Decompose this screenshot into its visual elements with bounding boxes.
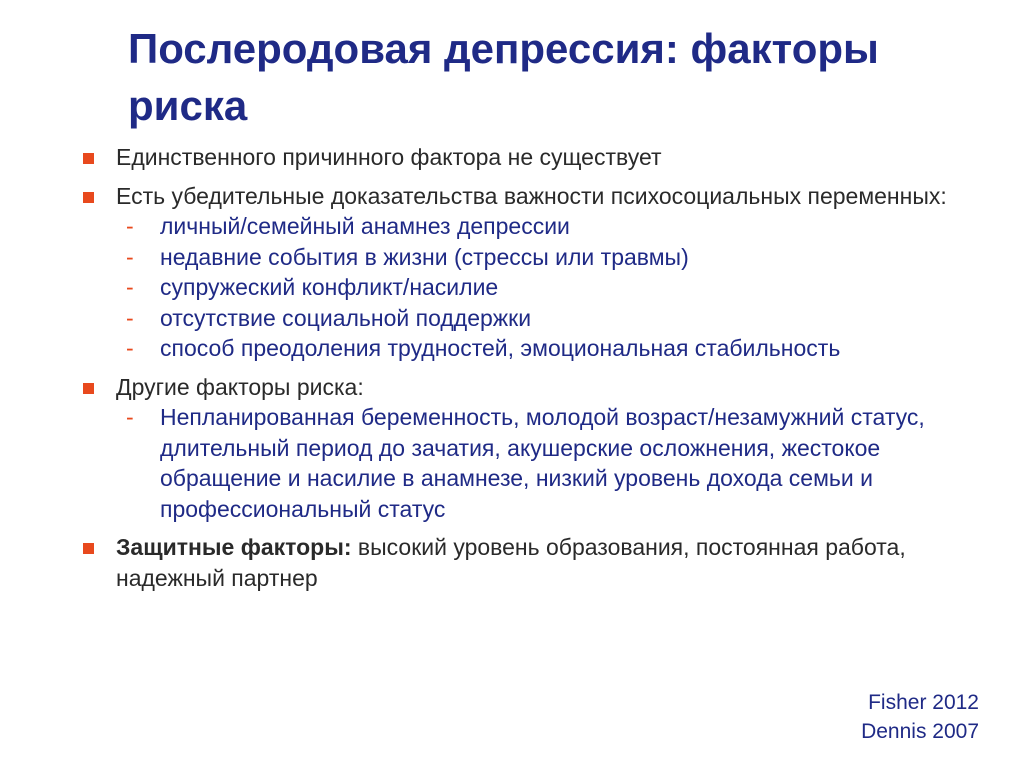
sub-list-item xyxy=(116,303,960,334)
references xyxy=(861,688,979,746)
sub-item-text: отсутствие социальной поддержки xyxy=(160,304,532,331)
sub-list-item xyxy=(116,402,960,524)
sub-item-text: Непланированная беременность, молодой возраст/незамужний статус, длительный период до зачатия, акушерские осложнения, жестокое обращение и насилие в анамнезе, низкий уровень дохода семьи и профессиональный статус xyxy=(160,404,925,522)
reference-item: Fisher 2012 xyxy=(868,691,979,714)
sub-list-item xyxy=(116,272,960,303)
square-bullet-icon xyxy=(83,383,94,394)
sub-item-text: супружеский конфликт/насилие xyxy=(160,274,499,300)
sub-item-text: недавние события в жизни (стрессы или травмы) xyxy=(160,243,689,270)
sub-list-item xyxy=(116,242,960,273)
bullet-text: Есть убедительные доказательства важности психосоциальных переменных: xyxy=(116,182,947,209)
bullet-text: Единственного причинного фактора не существует xyxy=(116,144,662,170)
dash-marker: - xyxy=(126,243,134,270)
bullet-text: Другие факторы риска: xyxy=(116,373,364,400)
bullet-text: высокий уровень образования, постоянная работа, надежный партнер xyxy=(116,534,906,591)
sub-list xyxy=(116,211,960,364)
bullet-item xyxy=(80,372,960,525)
sub-list-item xyxy=(116,333,960,364)
dash-marker: - xyxy=(126,274,134,300)
bullet-list xyxy=(80,142,960,601)
bullet-item xyxy=(80,532,960,593)
sub-list xyxy=(116,402,960,524)
square-bullet-icon xyxy=(83,192,94,203)
slide-title: Послеродовая депрессия: факторы риска xyxy=(128,25,879,129)
dash-marker: - xyxy=(126,335,134,361)
dash-marker: - xyxy=(126,404,134,430)
sub-item-text: личный/семейный анамнез депрессии xyxy=(160,213,570,239)
dash-marker: - xyxy=(126,213,134,239)
square-bullet-icon xyxy=(83,543,94,554)
dash-marker: - xyxy=(126,304,134,331)
bullet-bold-lead: Защитные факторы: xyxy=(116,534,352,560)
sub-list-item xyxy=(116,211,960,242)
sub-item-text: способ преодоления трудностей, эмоциональная стабильность xyxy=(160,335,841,361)
bullet-item xyxy=(80,142,960,173)
reference-item: Dennis 2007 xyxy=(861,720,979,743)
bullet-item xyxy=(80,181,960,364)
square-bullet-icon xyxy=(83,153,94,164)
